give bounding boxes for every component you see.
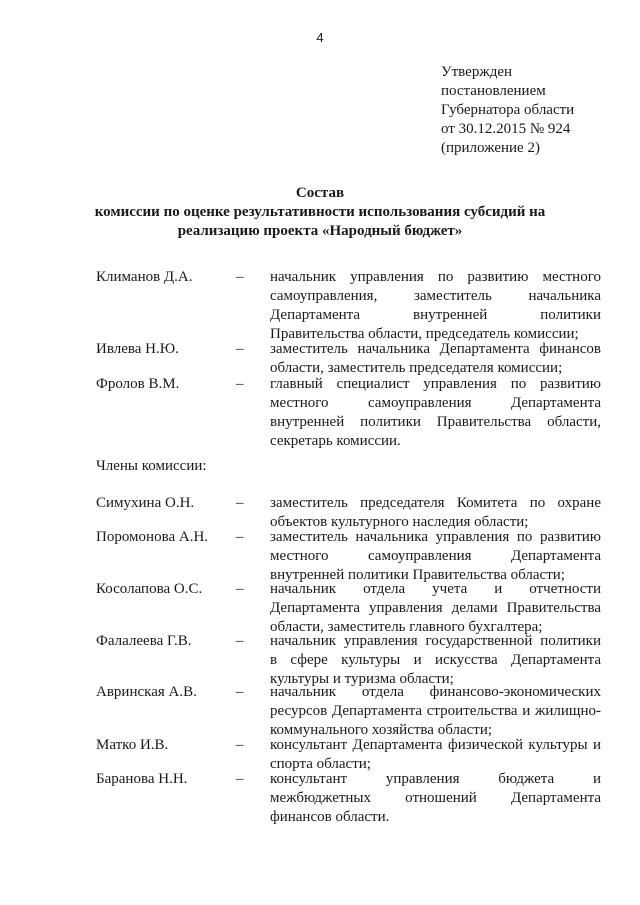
person-name: Климанов Д.А. (96, 269, 193, 285)
person-name: Косолапова О.С. (96, 581, 203, 597)
position-line: межбюджетных отношений Департамента (270, 790, 601, 806)
person-name: Поромонова А.Н. (96, 529, 209, 545)
person-position (270, 580, 601, 637)
position-line: ресурсов Департамента строительства и жилищно- (270, 703, 601, 719)
position-line: начальник управления по развитию местного (270, 269, 601, 285)
dash-separator: – (236, 684, 244, 700)
position-line: области, заместитель председателя комиссии; (270, 360, 563, 376)
dash-separator: – (236, 495, 244, 511)
approval-line: от 30.12.2015 № 924 (441, 121, 571, 137)
position-line: секретарь комиссии. (270, 433, 401, 449)
person-position (270, 528, 601, 585)
position-line: заместитель начальника управления по развитию (270, 529, 601, 545)
position-line: местного самоуправления Департамента (270, 548, 601, 564)
position-line: начальник управления государственной политики (270, 633, 601, 649)
person-name: Симухина О.Н. (96, 495, 195, 511)
position-line: внутренней политики Правительства области, (270, 414, 601, 430)
approval-line: Утвержден (441, 64, 513, 80)
person-name: Матко И.В. (96, 737, 169, 753)
person-position (270, 683, 601, 740)
position-line: внутренней политики Правительства области; (270, 567, 565, 583)
dash-separator: – (236, 771, 244, 787)
heading-line: комиссии по оценке результативности использования субсидий на (94, 204, 546, 220)
approval-block (441, 63, 574, 158)
members-label: Члены комиссии: (96, 458, 207, 474)
position-line: начальник отдела финансово-экономических (270, 684, 601, 700)
position-line: Правительства области, председатель комиссии; (270, 326, 579, 342)
person-position (270, 340, 601, 378)
position-line: области, заместитель главного бухгалтера; (270, 619, 543, 635)
dash-separator: – (236, 581, 244, 597)
position-line: начальник отдела учета и отчетности (270, 581, 601, 597)
position-line: консультант Департамента физической культуры и (270, 737, 601, 753)
dash-separator: – (236, 737, 244, 753)
person-name: Ивлева Н.Ю. (96, 341, 179, 357)
person-position (270, 494, 601, 532)
person-position (270, 375, 601, 451)
position-line: самоуправления, заместитель начальника (270, 288, 601, 304)
position-line: заместитель председателя Комитета по охране (270, 495, 601, 511)
position-line: спорта области; (270, 756, 371, 772)
person-name: Фалалеева Г.В. (96, 633, 192, 649)
position-line: консультант управления бюджета и (270, 771, 601, 787)
person-position (270, 736, 601, 774)
person-name: Фролов В.М. (96, 376, 180, 392)
person-position (270, 268, 601, 344)
person-position (270, 632, 601, 689)
dash-separator: – (236, 269, 244, 285)
position-line: объектов культурного наследия области; (270, 514, 529, 530)
position-line: в сфере культуры и искусства Департамента (270, 652, 601, 668)
page-number: 4 (316, 30, 324, 45)
approval-line: (приложение 2) (441, 140, 540, 156)
heading-title: Состав (295, 185, 345, 201)
person-name: Авринская А.В. (96, 684, 197, 700)
heading-line: реализацию проекта «Народный бюджет» (177, 223, 463, 239)
position-line: главный специалист управления по развитию (270, 376, 601, 392)
position-line: местного самоуправления Департамента (270, 395, 601, 411)
person-position (270, 770, 601, 827)
dash-separator: – (236, 529, 244, 545)
position-line: заместитель начальника Департамента финансов (270, 341, 601, 357)
position-line: Департамента внутренней политики (270, 307, 601, 323)
dash-separator: – (236, 633, 244, 649)
approval-line: постановлением (441, 83, 546, 99)
position-line: культуры и туризма области; (270, 671, 454, 687)
position-line: Департамента управления делами Правительства (270, 600, 601, 616)
position-line: финансов области. (270, 809, 390, 825)
document-heading (0, 184, 640, 241)
position-line: коммунального хозяйства области; (270, 722, 493, 738)
approval-line: Губернатора области (441, 102, 575, 118)
person-name: Баранова Н.Н. (96, 771, 188, 787)
dash-separator: – (236, 376, 244, 392)
dash-separator: – (236, 341, 244, 357)
